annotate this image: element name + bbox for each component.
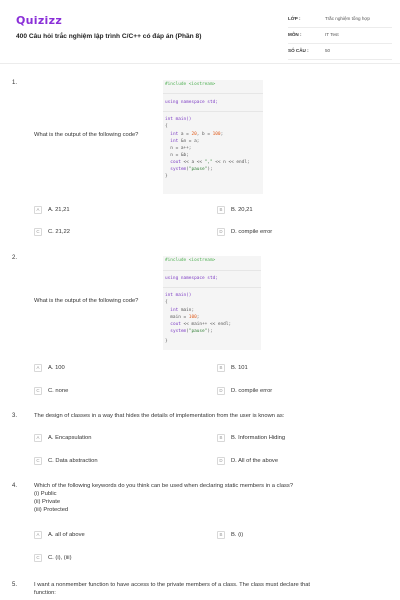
option-letter-box: B (217, 206, 225, 214)
question-text-continued: function: (34, 590, 56, 596)
option-label: C. Data abstraction (48, 458, 98, 464)
option-label: D. All of the above (231, 458, 279, 464)
meta-row-count (288, 44, 392, 60)
worksheet-header (0, 0, 400, 64)
option-label: C. 21,22 (48, 229, 70, 235)
question-text: Which of the following keywords do you think can be used when declaring static members in a class? (34, 483, 294, 489)
option-letter-box: A (34, 206, 42, 214)
option-letter-box: B (217, 531, 225, 539)
meta-key: SỐ CÂU : (288, 48, 309, 53)
code-line: cout << main++ << endl; (170, 322, 232, 327)
code-line: using namespace std; (165, 100, 218, 105)
question-subline: (iii) Protected (34, 507, 69, 513)
code-line: system("pause"); (170, 167, 213, 172)
meta-value: IT Test (325, 32, 339, 37)
question-number: 5. (12, 582, 18, 588)
option-label: A. 21,21 (48, 207, 70, 213)
option-label: B. (i) (231, 532, 244, 538)
option-label: C. (i), (iii) (48, 555, 72, 561)
question-text: The design of classes in a way that hides the details of implementation from the user is known as: (34, 413, 285, 419)
code-line: { (165, 124, 168, 129)
question-number: 4. (12, 483, 18, 489)
code-line: int &n = a; (170, 139, 200, 144)
code-line: #include <iostream> (165, 258, 216, 263)
question-subline: (i) Public (34, 491, 57, 497)
meta-row-subject (288, 28, 392, 44)
code-line: int main() (165, 117, 192, 122)
meta-key: MÔN : (288, 32, 302, 37)
option-letter-box: B (217, 434, 225, 442)
question-text: What is the output of the following code? (34, 132, 139, 138)
option-label: D. compile error (231, 229, 273, 235)
option-label: A. all of above (48, 532, 85, 538)
code-line: #include <iostream> (165, 82, 216, 87)
question-number: 1. (12, 80, 18, 86)
question-text: What is the output of the following code? (34, 298, 139, 304)
page-title: 400 Câu hỏi trắc nghiệm lập trình C/C++ có đáp án (Phần 8) (16, 33, 202, 40)
meta-table (288, 12, 392, 60)
code-line: int main() (165, 293, 192, 298)
option-letter-box: A (34, 364, 42, 372)
quizizz-logo: Quizizz (16, 14, 63, 27)
code-block (163, 256, 261, 350)
option-letter-box: A (34, 434, 42, 442)
option-label: A. 100 (48, 365, 65, 371)
question-text: I want a nonmember function to have access to the private members of a class. The class must declare that (34, 582, 311, 588)
meta-key: LỚP : (288, 16, 301, 21)
option-letter-box: C (34, 457, 42, 465)
option-letter-box: A (34, 531, 42, 539)
meta-row-class (288, 12, 392, 28)
option-label: B. 20,21 (231, 207, 253, 213)
option-letter-box: D (217, 387, 225, 395)
option-label: A. Encapsulation (48, 435, 92, 441)
option-label: C. none (48, 388, 69, 394)
option-label: B. Information Hiding (231, 435, 286, 441)
option-letter-box: B (217, 364, 225, 372)
question-number: 2. (12, 255, 18, 261)
code-line: n = a++; (165, 146, 192, 151)
code-line: int a = 20, b = 100; (170, 132, 224, 137)
option-letter-box: D (217, 228, 225, 236)
option-label: D. compile error (231, 388, 273, 394)
code-line: main = 100; (165, 315, 200, 320)
code-line: { (165, 300, 168, 305)
meta-value: 50 (325, 48, 331, 53)
code-line: system("pause"); (170, 329, 213, 334)
code-line: cout << a << "," << n << endl; (170, 160, 250, 165)
code-line: } (165, 339, 168, 344)
code-line: n = &b; (165, 153, 189, 158)
meta-value: Trắc nghiệm tổng hợp (325, 16, 370, 21)
code-line: using namespace std; (165, 276, 218, 281)
question-number: 3. (12, 413, 18, 419)
code-line: int main; (170, 308, 195, 313)
code-block (163, 80, 263, 194)
option-letter-box: C (34, 387, 42, 395)
option-letter-box: C (34, 554, 42, 562)
option-label: B. 101 (231, 365, 248, 371)
code-line: } (165, 174, 168, 179)
question-subline: (ii) Private (34, 499, 61, 505)
option-letter-box: D (217, 457, 225, 465)
option-letter-box: C (34, 228, 42, 236)
